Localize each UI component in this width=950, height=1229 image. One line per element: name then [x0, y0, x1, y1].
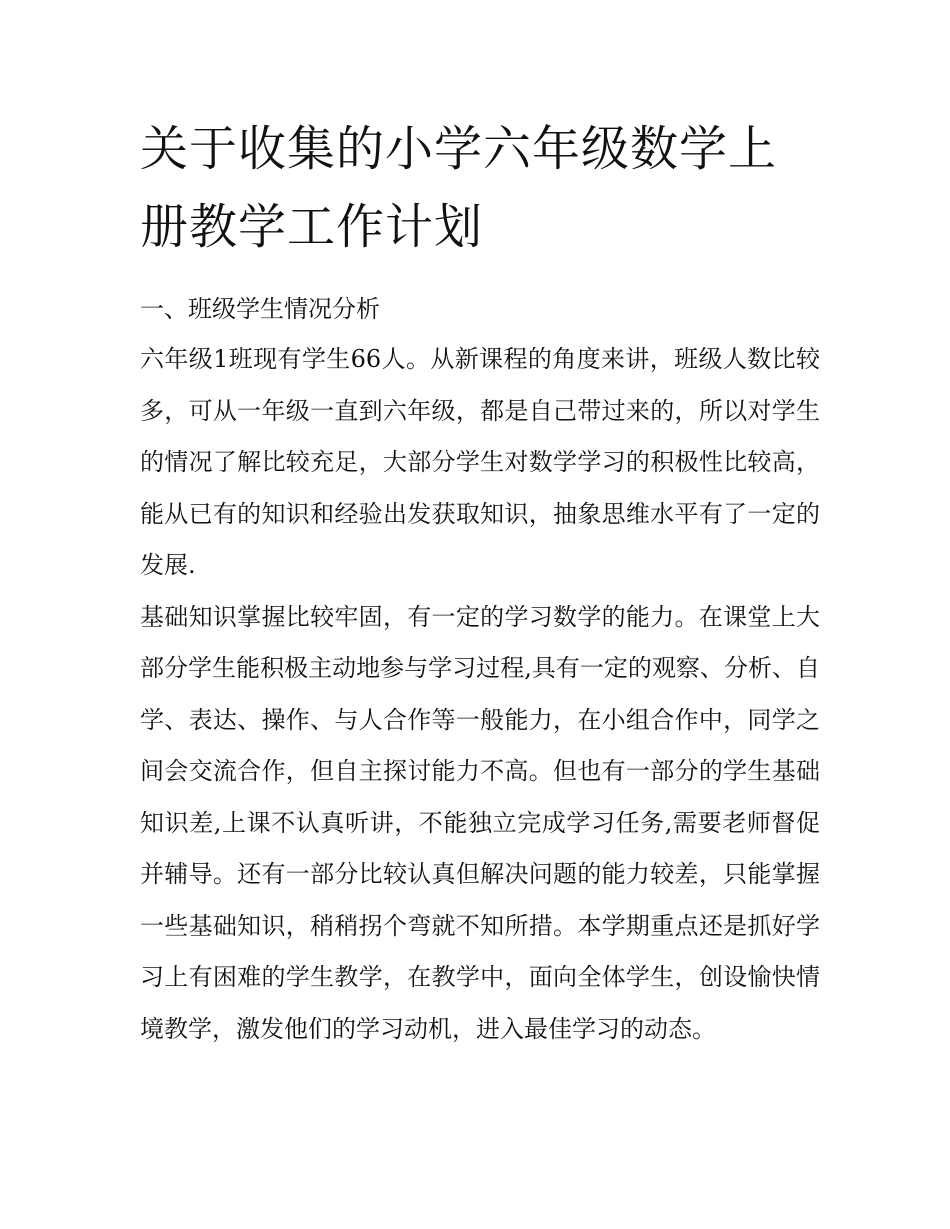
paragraph-learning-ability: 基础知识掌握比较牢固，有一定的学习数学的能力。在课堂上大部分学生能积极主动地参与学习过程,具有一定的观察、分析、自学、表达、操作、与人合作等一般能力，在小组合作中，同学之间会交流合作，但自主探讨能力不高。但也有一部分的学生基础知识差,上课不认真听讲，不能独立完成学习任务,需要老师督促并辅导。还有一部分比较认真但解决问题的能力较差，只能掌握一些基础知识，稍稍拐个弯就不知所措。本学期重点还是抓好学习上有困难的学生教学，在教学中，面向全体学生，创设愉快情境教学，激发他们的学习动机，进入最佳学习的动态。	[140, 602, 820, 1043]
section-heading-class-analysis: 一、班级学生情况分析	[140, 295, 380, 323]
paragraph-class-overview: 六年级1班现有学生66人。从新课程的角度来讲，班级人数比较多，可从一年级一直到六年级，都是自己带过来的，所以对学生的情况了解比较充足，大部分学生对数学学习的积极性比较高，能从已有的知识和经验出发获取知识，抽象思维水平有了一定的发展.	[140, 345, 820, 579]
document-title: 关于收集的小学六年级数学上册教学工作计划	[140, 121, 778, 255]
document-page	[140, 110, 820, 1055]
